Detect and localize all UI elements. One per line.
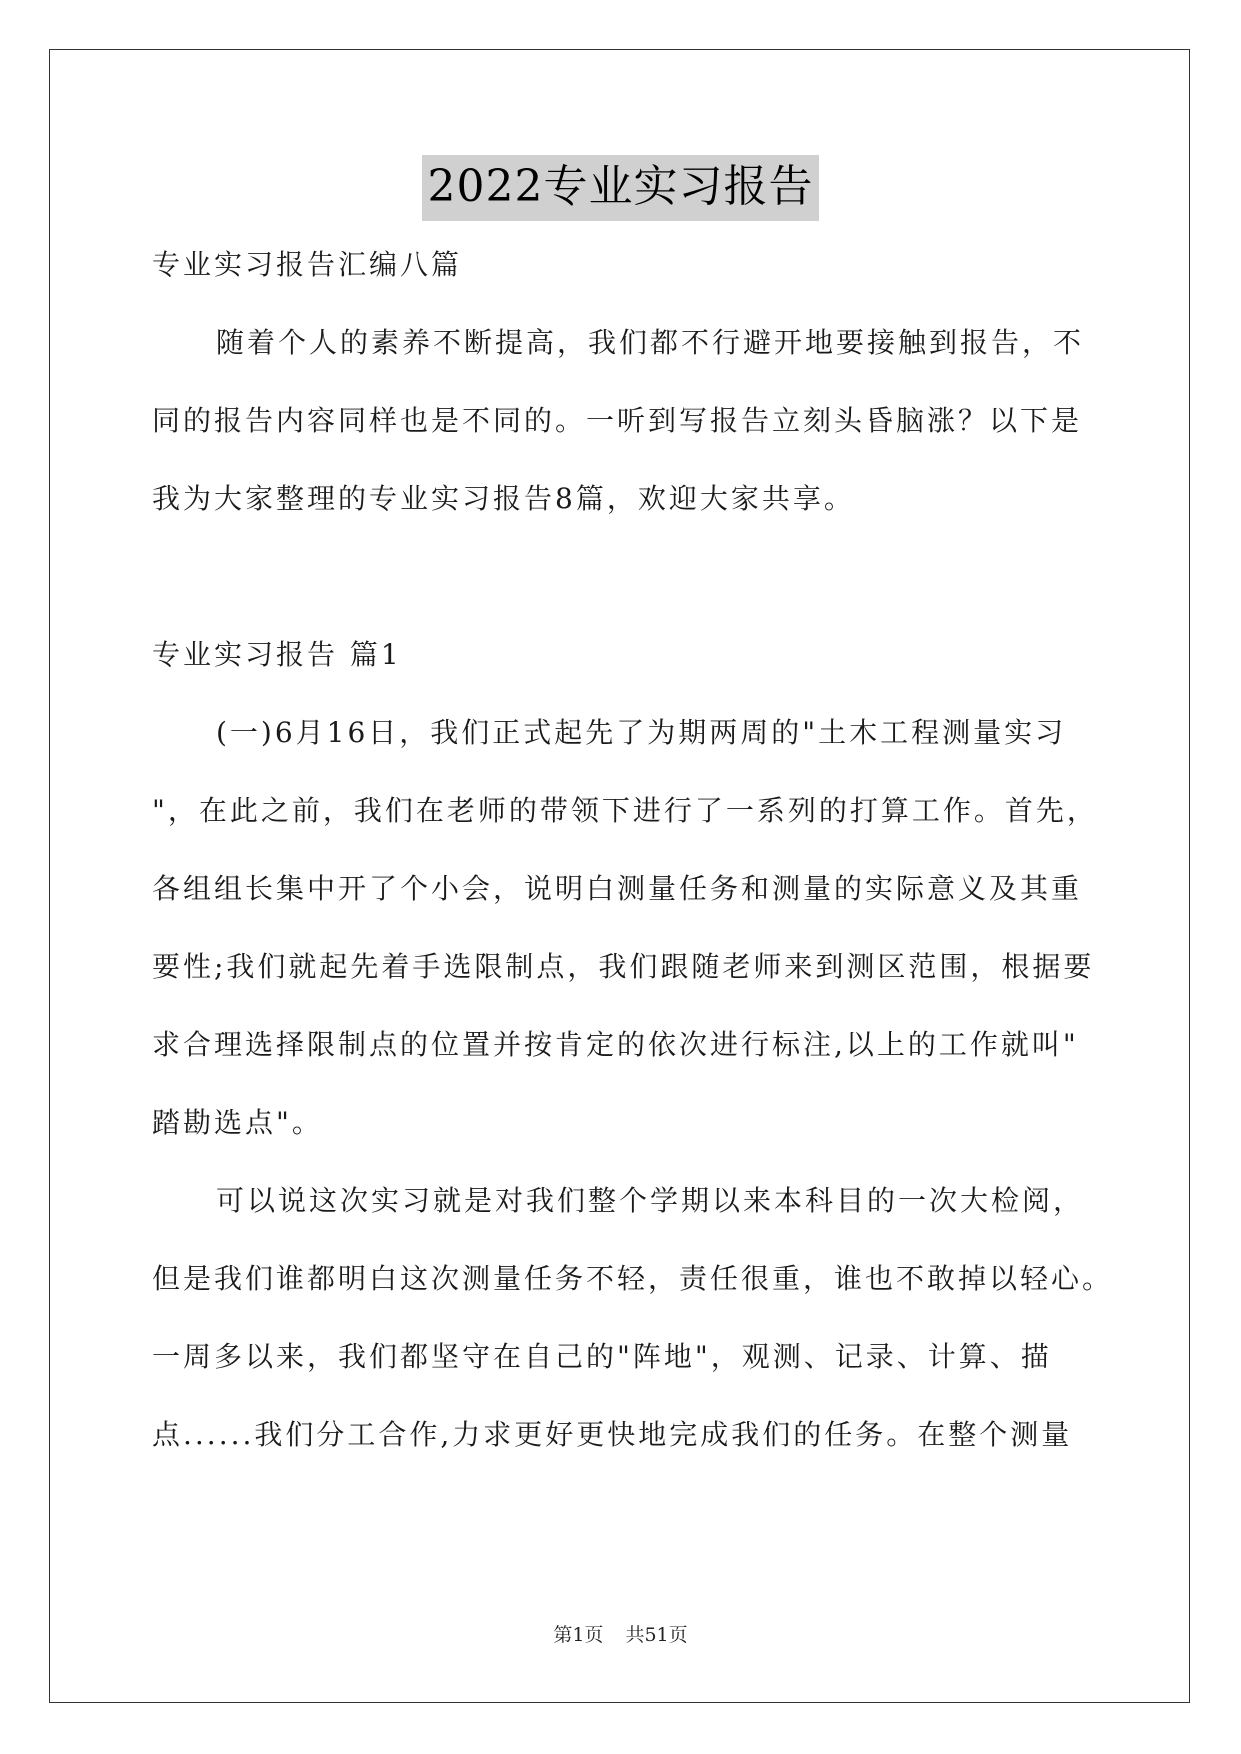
subtitle: 专业实习报告汇编八篇	[152, 248, 463, 281]
paragraph-line: 要性;我们就起先着手选限制点，我们跟随老师来到测区范围，根据要	[152, 950, 1095, 983]
document-title: 2022专业实习报告	[422, 155, 820, 221]
page-total: 共51页	[625, 1624, 688, 1646]
section-heading: 专业实习报告 篇1	[152, 638, 402, 671]
paragraph-line: 但是我们谁都明白这次测量任务不轻，责任很重，谁也不敢掉以轻心。	[152, 1262, 1114, 1295]
document-body	[152, 226, 1114, 1474]
paragraph-line: 踏勘选点"。	[152, 1106, 323, 1139]
paragraph-line: 各组组长集中开了个小会，说明白测量任务和测量的实际意义及其重	[152, 872, 1083, 905]
title-container	[0, 155, 1241, 221]
paragraph-line: 可以说这次实习就是对我们整个学期以来本科目的一次大检阅，	[216, 1184, 1085, 1217]
paragraph-line: (一)6月16日，我们正式起先了为期两周的"土木工程测量实习	[216, 716, 1067, 749]
paragraph-line: 随着个人的素养不断提高，我们都不行避开地要接触到报告，不	[216, 326, 1085, 359]
paragraph-line: "，在此之前，我们在老师的带领下进行了一系列的打算工作。首先，	[152, 794, 1098, 827]
paragraph-line: 同的报告内容同样也是不同的。一听到写报告立刻头昏脑涨？以下是	[152, 404, 1083, 437]
paragraph-line: 点......我们分工合作,力求更好更快地完成我们的任务。在整个测量	[152, 1418, 1073, 1451]
paragraph-line: 一周多以来，我们都坚守在自己的"阵地"，观测、记录、计算、描	[152, 1340, 1052, 1373]
paragraph-line: 求合理选择限制点的位置并按肯定的依次进行标注,以上的工作就叫"	[152, 1028, 1079, 1061]
spacer	[152, 538, 1092, 616]
page-footer	[0, 1620, 1241, 1647]
paragraph-line: 我为大家整理的专业实习报告8篇，欢迎大家共享。	[152, 482, 855, 515]
page-number: 第1页	[553, 1624, 604, 1646]
